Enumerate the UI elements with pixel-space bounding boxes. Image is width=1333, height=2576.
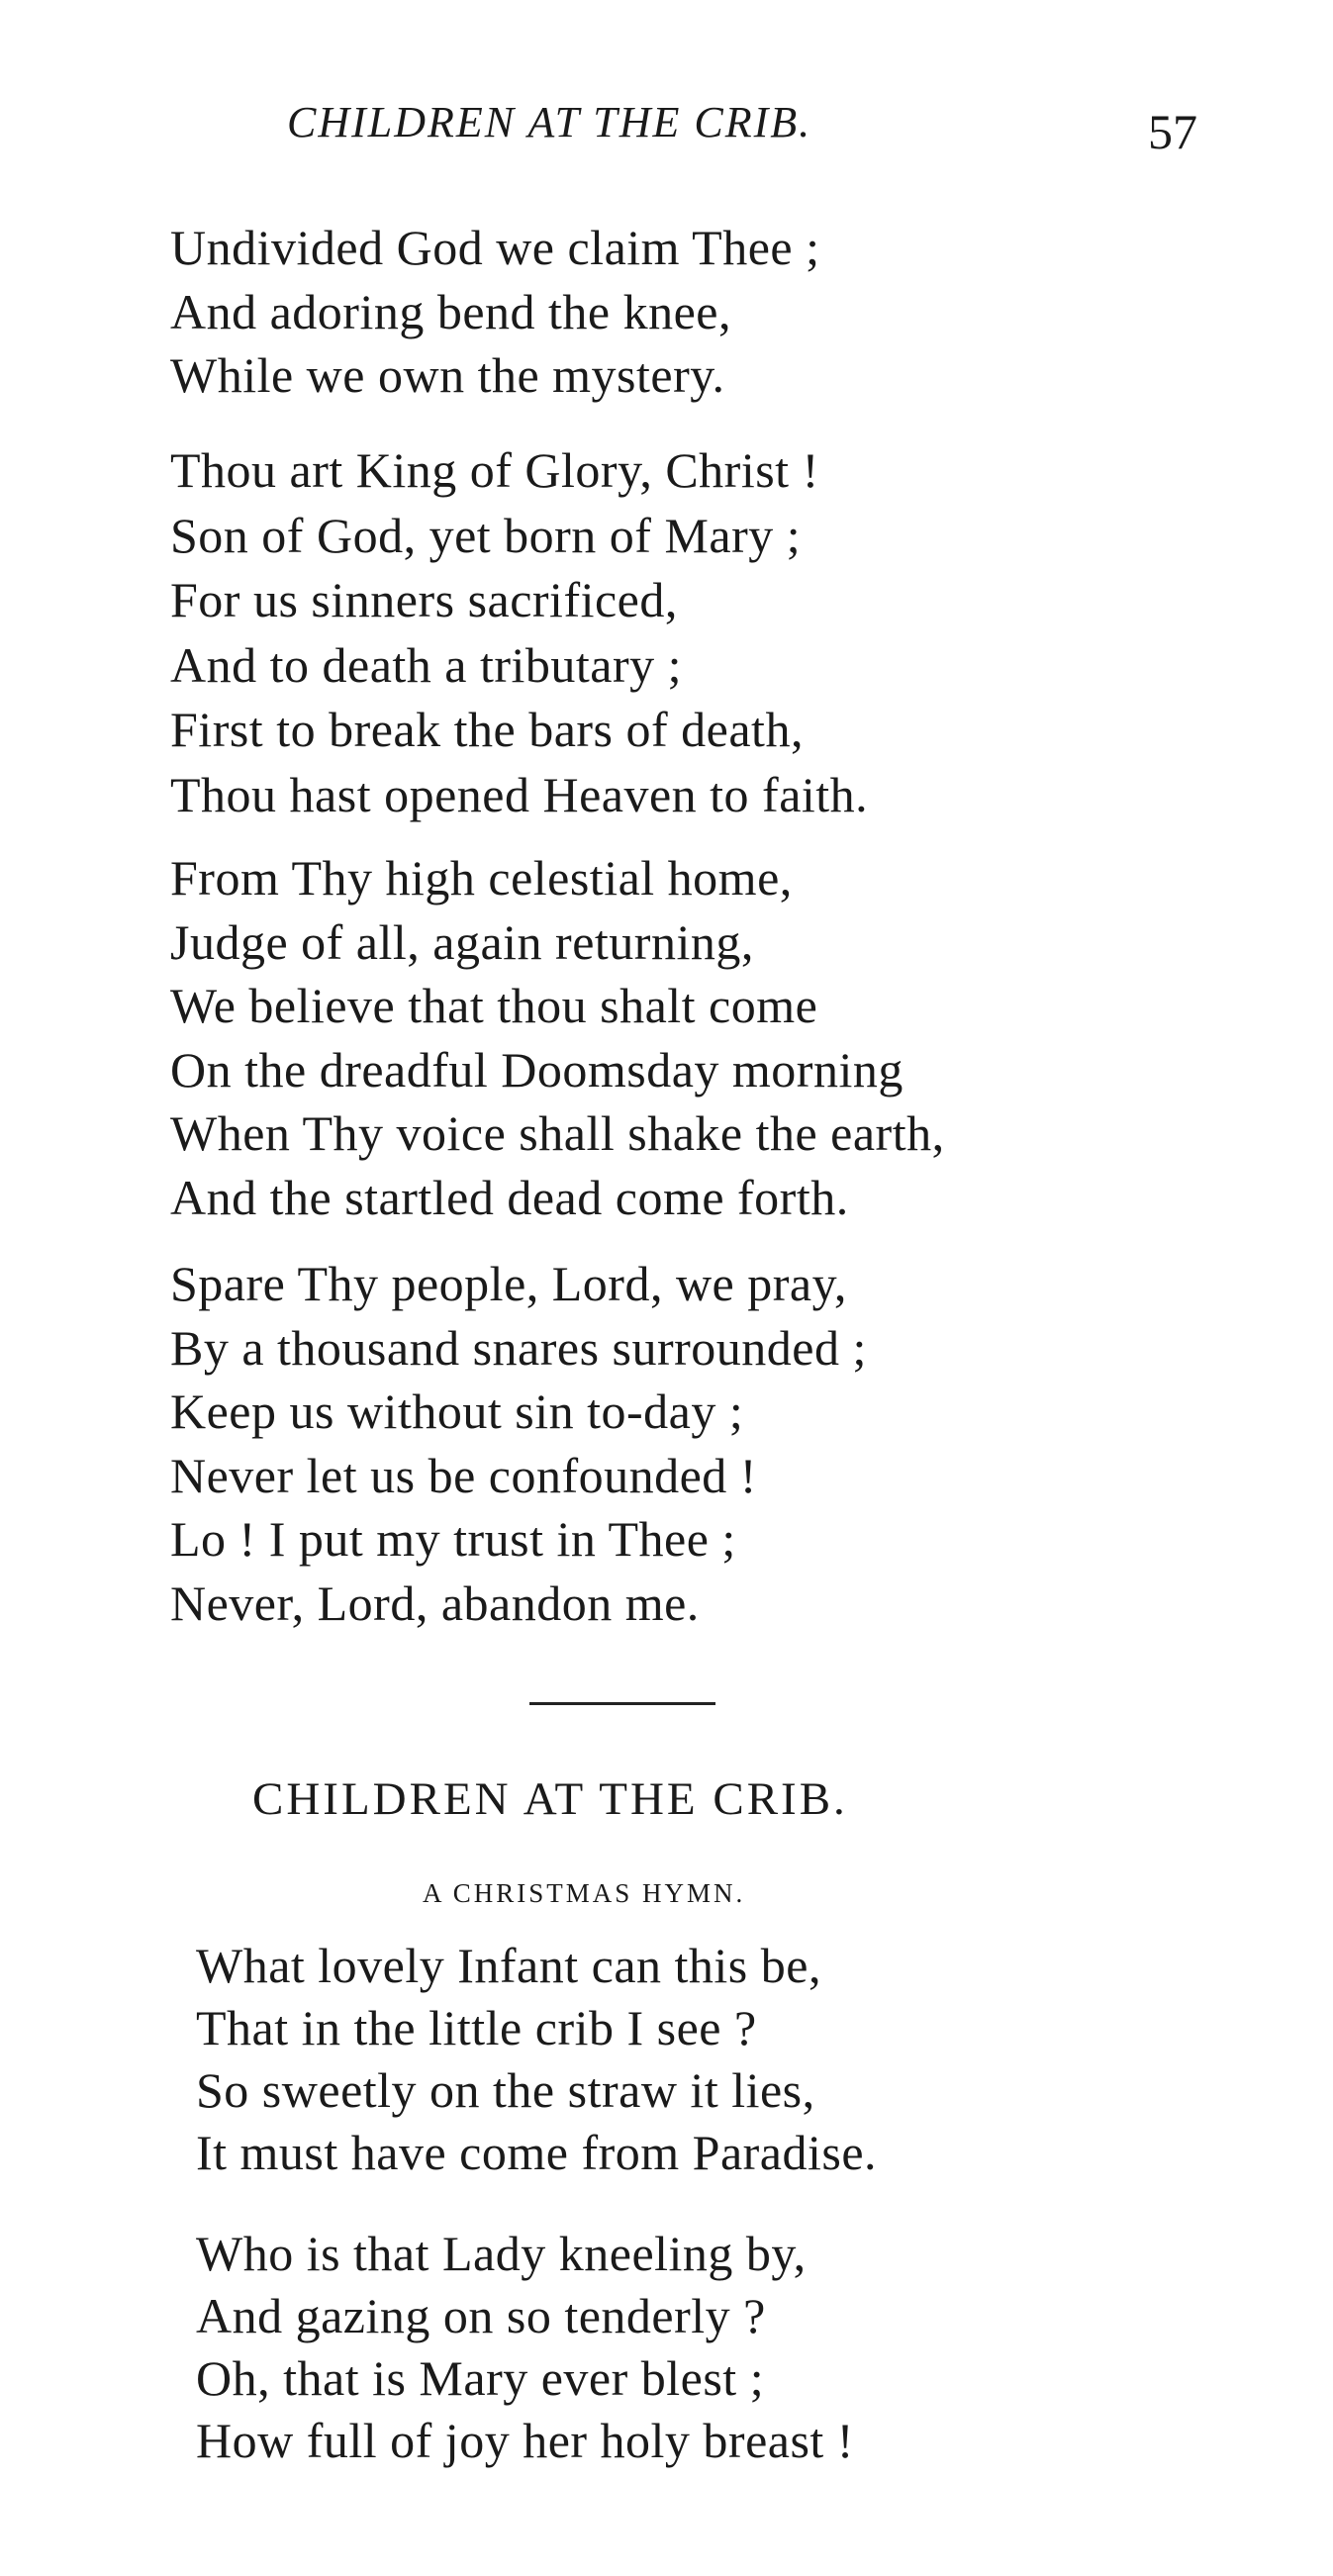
verse-line: When Thy voice shall shake the earth, [170, 1105, 945, 1161]
stanza [170, 1252, 867, 1635]
running-head: CHILDREN AT THE CRIB. [287, 98, 812, 146]
stanza [170, 846, 945, 1229]
verse-line: By a thousand snares surrounded ; [170, 1319, 867, 1376]
verse-line: Oh, that is Mary ever blest ; [196, 2350, 765, 2406]
stanza [170, 216, 819, 408]
verse-line: How full of joy her holy breast ! [196, 2413, 854, 2468]
stanza [170, 438, 868, 827]
verse-line: And gazing on so tenderly ? [196, 2288, 766, 2343]
verse-line: Undivided God we claim Thee ; [170, 220, 820, 275]
verse-line: While we own the mystery. [170, 347, 725, 403]
verse-line: On the dreadful Doomsday morning [170, 1041, 904, 1097]
verse-line: And adoring bend the knee, [170, 283, 732, 339]
poem-subtitle: A CHRISTMAS HYMN. [423, 1878, 746, 1908]
verse-line: And to death a tributary ; [170, 636, 683, 693]
verse-line: That in the little crib I see ? [196, 2000, 757, 2055]
verse-line: For us sinners sacrificed, [170, 572, 678, 627]
page-number: 57 [1148, 104, 1197, 159]
stanza [196, 2223, 854, 2472]
verse-line: First to break the bars of death, [170, 702, 804, 757]
section-divider [529, 1702, 715, 1705]
verse-line: What lovely Infant can this be, [196, 1938, 821, 1993]
verse-line: From Thy high celestial home, [170, 850, 793, 906]
verse-line: Never let us be confounded ! [170, 1447, 757, 1503]
verse-line: It must have come from Paradise. [196, 2125, 878, 2180]
verse-line: We believe that thou shalt come [170, 978, 818, 1033]
verse-line: Spare Thy people, Lord, we pray, [170, 1256, 847, 1311]
verse-line: Lo ! I put my trust in Thee ; [170, 1511, 736, 1567]
verse-line: So sweetly on the straw it lies, [196, 2062, 815, 2118]
verse-line: Who is that Lady kneeling by, [196, 2226, 807, 2281]
verse-line: Thou hast opened Heaven to faith. [170, 766, 869, 822]
verse-line: Never, Lord, abandon me. [170, 1574, 700, 1631]
poem-title: CHILDREN AT THE CRIB. [252, 1773, 848, 1825]
verse-line: Judge of all, again returning, [170, 913, 754, 970]
verse-line: And the startled dead come forth. [170, 1169, 849, 1225]
verse-line: Son of God, yet born of Mary ; [170, 507, 802, 563]
stanza [196, 1935, 877, 2184]
verse-line: Thou art King of Glory, Christ ! [170, 442, 819, 498]
verse-line: Keep us without sin to-day ; [170, 1383, 744, 1439]
